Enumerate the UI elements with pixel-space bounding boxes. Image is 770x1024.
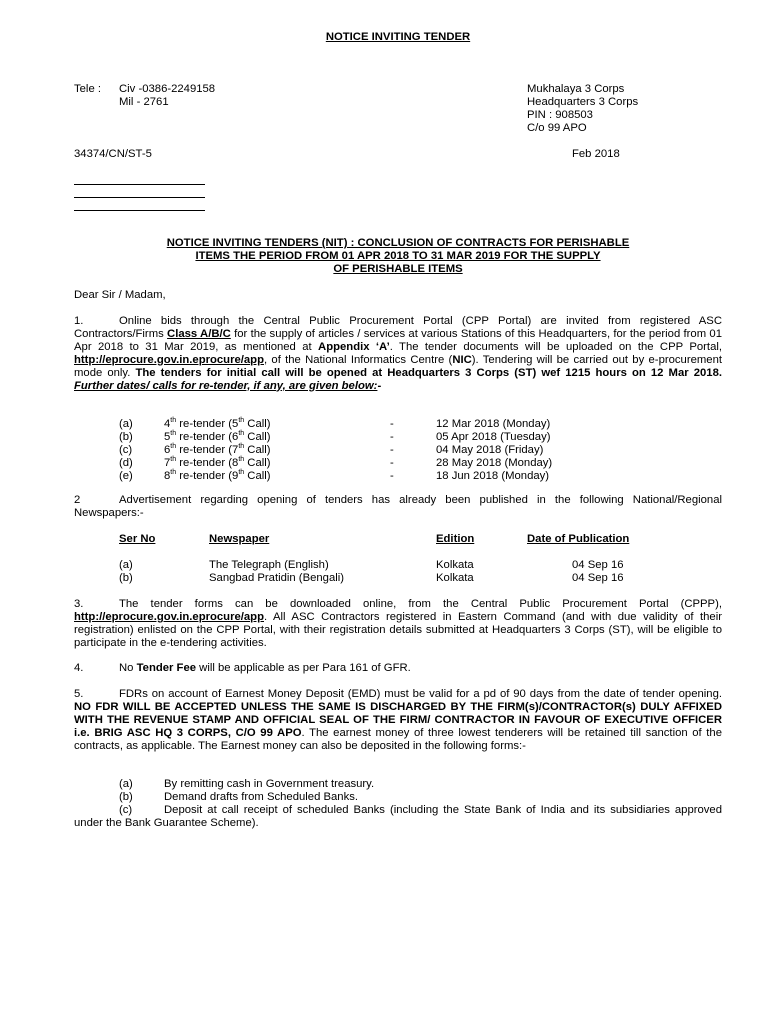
table-cell: 04 Sep 16 [572,559,624,571]
table-cell: Kolkata [436,572,474,584]
para-number: 1. [74,315,84,327]
table-header-edition: Edition [436,533,475,545]
retender-index: (e) [119,470,133,482]
portal-link[interactable]: http://eprocure.gov.in.eprocure/app [74,353,264,366]
contractor-class: Class A/B/C [167,327,231,340]
para-text: No [119,662,137,674]
para-text: . All ASC Contractors registered in Eastern Command (and with due validity of their registration) enlisted on the CPP Portal, with their registration details submitted at Headquarters 3 Corps (ST), will be eligible to participate in the e-tendering activities. [74,610,722,649]
retender-date: 18 Jun 2018 (Monday) [436,470,550,482]
document-date: Feb 2018 [572,148,620,160]
retender-dash: - [390,431,394,443]
list-item [74,804,722,830]
retender-date: 28 May 2018 (Monday) [436,457,553,469]
para-number: 5. [74,688,84,700]
tele-mil: Mil - 2761 [119,96,169,108]
address-line-1: Mukhalaya 3 Corps [527,83,625,95]
table-cell: The Telegraph (English) [209,559,329,571]
paragraph-4 [119,662,411,675]
para-text: The tender forms can be downloaded online, from the Central Public Procurement Portal (CPPP), [119,598,722,610]
retender-dash: - [390,418,394,430]
retender-index: (d) [119,457,133,469]
para-number: 3. [74,598,84,610]
paragraph-5 [74,688,722,753]
table-header-serno: Ser No [119,533,156,545]
table-cell: 04 Sep 16 [572,572,624,584]
retender-label: 8th re-tender (9th Call) [164,469,271,482]
tender-fee: Tender Fee [136,662,197,674]
fdr-condition: NO FDR WILL BE ACCEPTED UNLESS THE SAME IS DISCHARGED BY THE FIRM(s)/CONTRACTOR(s) DULY AFFIXED WITH THE REVENUE STAMP AND OFFICIAL SEAL OF THE FIRM/ CONTRACTOR IN FAVOUR OF EXECUTIVE OFFICER i.e. BRIG ASC HQ 3 CORPS, C/O 99 APO [74,700,722,739]
table-header-newspaper: Newspaper [209,533,270,545]
retender-index: (a) [119,418,133,430]
para-text: , of the National Informatics Centre ( [263,353,453,366]
subject-line-2: ITEMS THE PERIOD FROM 01 APR 2018 TO 31 MAR 2019 FOR THE SUPPLY [195,250,601,262]
appendix-ref: Appendix ‘A’ [318,340,390,353]
list-item-index: (c) [119,804,133,816]
para-text: Online bids through the Central Public Procurement Portal (CPP Portal) are invited from registered ASC Contractors/Firms [74,315,722,340]
address-line-3: PIN : 908503 [527,109,593,121]
retender-label: 5th re-tender (6th Call) [164,430,271,443]
list-item-index: (a) [119,778,133,790]
nic-abbr: NIC [452,353,472,366]
retender-dash: - [390,457,394,469]
list-item: Demand drafts from Scheduled Banks. [164,791,359,803]
para-text: . The earnest money of three lowest tenderers will be retained till sanction of the contracts, as applicable. The Earnest money can also be deposited in the following forms:- [74,726,723,752]
retender-dash: - [390,470,394,482]
para-text: for the supply of articles / services at various Stations of this Headquarters, for the period from 01 Apr 2018 to 31 Mar 2019, as mentioned at [74,327,722,353]
addressee-blank-line [74,197,205,198]
list-item-index: (b) [119,791,133,803]
reference-number: 34374/CN/ST-5 [74,148,152,160]
retender-date: 04 May 2018 (Friday) [436,444,544,456]
addressee-blank-line [74,210,205,211]
retender-date: 05 Apr 2018 (Tuesday) [436,431,551,443]
subject-line-3: OF PERISHABLE ITEMS [333,263,463,275]
retender-date: 12 Mar 2018 (Monday) [436,418,551,430]
para-text: FDRs on account of Earnest Money Deposit (EMD) must be valid for a pd of 90 days from the date of tender opening. [119,688,722,700]
para-number: 4. [74,662,84,674]
retender-label: 6th re-tender (7th Call) [164,443,271,456]
para-text: will be applicable as per Para 161 of GFR. [196,662,411,674]
para-text: Deposit at call receipt of scheduled Banks (including the State Bank of India and its subsidiaries approved under the Bank Guarantee Scheme). [74,804,722,829]
list-item: By remitting cash in Government treasury. [164,778,375,790]
retender-label: 4th re-tender (5th Call) [164,417,271,430]
retender-intro: Further dates/ calls for re-tender, if any, are given below: [74,379,378,392]
para-text: . The tender documents will be uploaded on the CPP Portal, [389,340,722,353]
addressee-blank-line [74,184,205,185]
table-header-date: Date of Publication [527,533,630,545]
retender-label: 7th re-tender (8th Call) [164,456,271,469]
portal-link[interactable]: http://eprocure.gov.in.eprocure/app [74,610,264,623]
para-number: 2 [74,494,81,506]
address-line-2: Headquarters 3 Corps [527,96,639,108]
opening-notice: The tenders for initial call will be opened at Headquarters 3 Corps (ST) wef 1215 hours on 12 Mar 2018. [135,366,722,379]
table-cell: Sangbad Pratidin (Bengali) [209,572,345,584]
retender-index: (b) [119,431,133,443]
table-cell: (a) [119,559,133,571]
retender-index: (c) [119,444,133,456]
paragraph-3 [74,598,722,650]
subject-line-1: NOTICE INVITING TENDERS (NIT) : CONCLUSION OF CONTRACTS FOR PERISHABLE [166,237,630,249]
para-text: - [377,379,382,392]
tele-civ: Civ -0386-2249158 [119,83,216,95]
page-title: NOTICE INVITING TENDER [325,31,471,43]
para-text: ). Tendering will be carried out by e-procurement mode only. [74,353,722,379]
tele-label: Tele : [74,83,102,95]
para-text: Advertisement regarding opening of tenders has already been published in the following National/Regional Newspapers:- [74,494,722,519]
paragraph-2 [74,494,722,520]
paragraph-1 [74,315,722,392]
salutation: Dear Sir / Madam, [74,289,166,301]
table-cell: (b) [119,572,133,584]
table-cell: Kolkata [436,559,474,571]
address-line-4: C/o 99 APO [527,122,587,134]
retender-dash: - [390,444,394,456]
